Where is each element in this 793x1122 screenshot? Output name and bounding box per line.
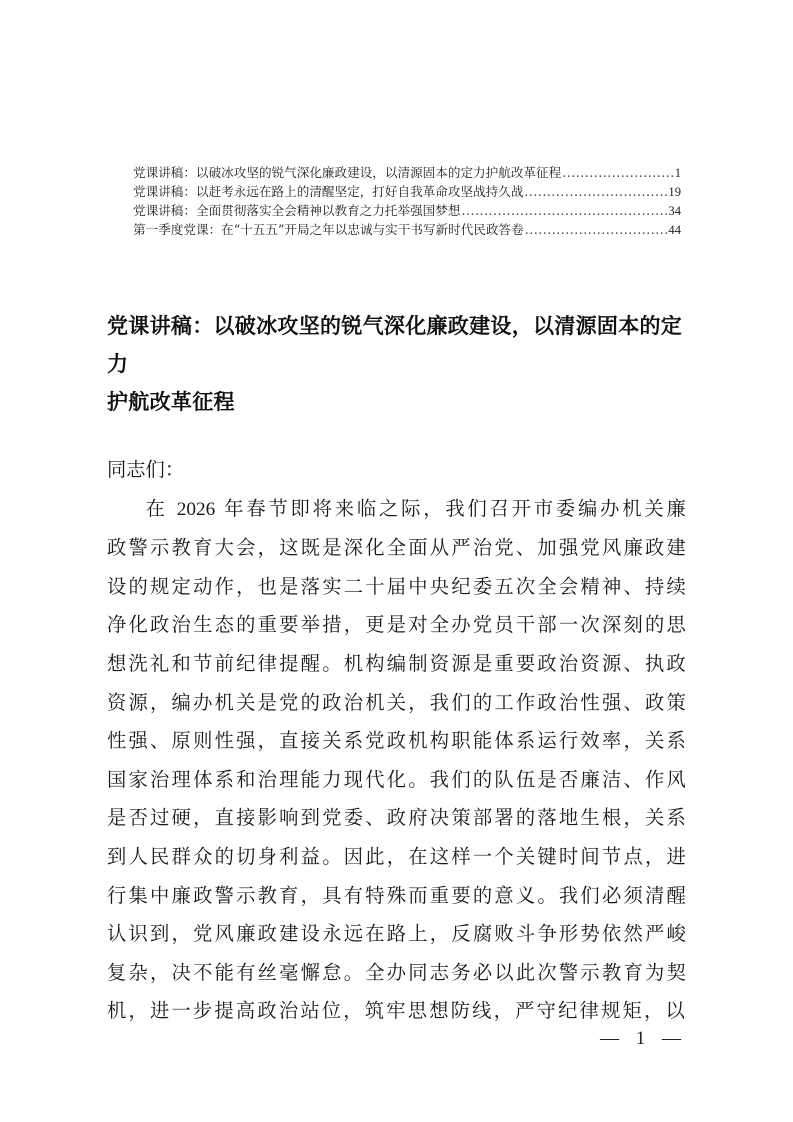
document-title [107, 307, 697, 421]
toc-leader-dots [524, 182, 667, 201]
page-number: — 1 — [600, 1028, 687, 1049]
toc-entry-page: 44 [668, 223, 681, 237]
paragraph-text: 年春节即将来临之际，我们召开市委编办机关廉政警示教育大会，这既是深化全面从严治党、加强党风廉政建设的规定动作，也是落实二十届中央纪委五次全会精神、持续净化政治生态的重要举措，更是对全办党员干部一次深刻的思想洗礼和节前纪律提醒。机构编制资源是重要政治资源、执政资源，编办机关是党的政治机关，我们的工作政治性强、政策性强、原则性强，直接关系党政机构职能体系运行效率，关系国家治理体系和治理能力现代化。我们的队伍是否廉洁、作风是否过硬，直接影响到党委、政府决策部署的落地生根，关系到人民群众的切身利益。因此，在这样一个关键时间节点，进行集中廉政警示教育，具有特殊而重要的意义。我们必须清醒认识到，党风廉政建设永远在路上，反腐败斗争形势依然严峻复杂，决不能有丝毫懈怠。全办同志务必以此次警示教育为契机，进一步提高政治站位，筑牢思想防线，严守纪律规矩，以 [107, 496, 688, 1023]
toc-entry-title: 第一季度党课：在“十五五”开局之年以忠诚与实干书写新时代民政答卷 [133, 222, 524, 237]
document-body [107, 451, 688, 1031]
toc-leader-dots [461, 201, 667, 220]
table-of-contents [133, 163, 681, 239]
toc-entry[interactable] [133, 220, 681, 239]
toc-entry[interactable] [133, 163, 681, 182]
toc-entry-title: 党课讲稿：以赶考永远在路上的清醒坚定，打好自我革命攻坚战持久战 [133, 184, 524, 199]
paragraph-prefix: 在 [145, 496, 168, 520]
salutation: 同志们： [107, 458, 185, 481]
toc-entry-title: 党课讲稿：全面贯彻落实全会精神以教育之力托举强国梦想 [133, 203, 461, 218]
paragraph-year: 2026 [176, 498, 216, 520]
toc-entry-page: 1 [674, 166, 681, 180]
toc-entry-page: 19 [668, 185, 681, 199]
toc-leader-dots [525, 220, 668, 239]
toc-leader-dots [562, 163, 674, 182]
body-paragraph [107, 490, 688, 1031]
toc-entry[interactable] [133, 201, 681, 220]
toc-entry-title: 党课讲稿：以破冰攻坚的锐气深化廉政建设，以清源固本的定力护航改革征程 [133, 165, 562, 180]
document-title-line-1: 党课讲稿：以破冰攻坚的锐气深化廉政建设，以清源固本的定力 [107, 314, 683, 376]
document-title-line-2: 护航改革征程 [107, 390, 235, 414]
toc-entry-page: 34 [668, 204, 681, 218]
toc-entry[interactable] [133, 182, 681, 201]
